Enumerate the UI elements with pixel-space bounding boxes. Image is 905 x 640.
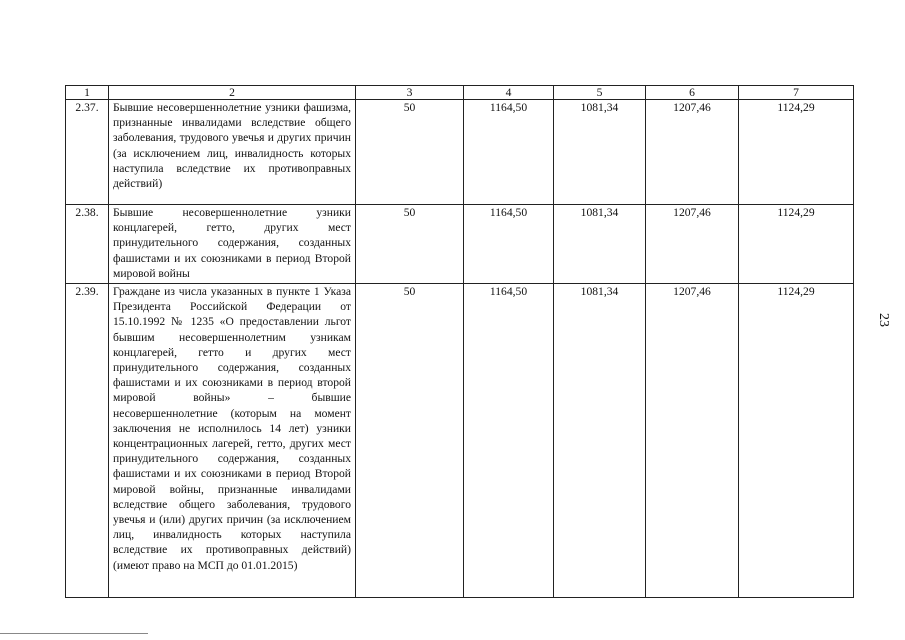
header-cell: 7 (739, 86, 854, 100)
benefits-table (65, 85, 854, 598)
cell-col6: 1207,46 (646, 284, 739, 598)
cell-col4: 1164,50 (464, 100, 554, 205)
table-row (66, 284, 854, 598)
table-row (66, 205, 854, 284)
row-description: Граждане из числа указанных в пункте 1 Указа Президента Российской Федерации от 15.10.1992 № 1235 «О предоставлении льгот бывшим несовершеннолетним узникам концлагерей, гетто и других мест принудительного содержания, созданных фашистами и их союзниками в период второй мировой войны» – бывшие несовершеннолетние (которым на момент заключения не исполнилось 14 лет) узники концентрационных лагерей, гетто, других мест принудительного содержания, созданных фашистами и их союзниками в период Второй мировой войны, признанные инвалидами вследствие общего заболевания, трудового увечья и (или) других причин (за исключением лиц, инвалидность которых наступила вследствие их противоправных действий) (имеют право на МСП до 01.01.2015) (109, 284, 356, 598)
table-header-row (66, 86, 854, 100)
cell-col4: 1164,50 (464, 284, 554, 598)
row-description: Бывшие несовершеннолетние узники концлагерей, гетто, других мест принудительного содержания, созданных фашистами и их союзниками в период Второй мировой войны (109, 205, 356, 284)
cell-col7: 1124,29 (739, 284, 854, 598)
footer-divider (0, 633, 148, 634)
header-cell: 5 (554, 86, 646, 100)
row-number: 2.38. (66, 205, 109, 284)
header-cell: 4 (464, 86, 554, 100)
header-cell: 3 (356, 86, 464, 100)
page-number: 23 (876, 313, 891, 327)
cell-col4: 1164,50 (464, 205, 554, 284)
cell-col5: 1081,34 (554, 284, 646, 598)
cell-col3: 50 (356, 100, 464, 205)
header-cell: 6 (646, 86, 739, 100)
header-cell: 1 (66, 86, 109, 100)
cell-col7: 1124,29 (739, 100, 854, 205)
table-row (66, 100, 854, 205)
row-description: Бывшие несовершеннолетние узники фашизма, признанные инвалидами вследствие общего заболевания, трудового увечья и других причин (за исключением лиц, инвалидность которых наступила вследствие их противоправных действий) (109, 100, 356, 205)
cell-col6: 1207,46 (646, 100, 739, 205)
cell-col3: 50 (356, 284, 464, 598)
row-number: 2.39. (66, 284, 109, 598)
cell-col7: 1124,29 (739, 205, 854, 284)
cell-col5: 1081,34 (554, 100, 646, 205)
header-cell: 2 (109, 86, 356, 100)
row-number: 2.37. (66, 100, 109, 205)
cell-col3: 50 (356, 205, 464, 284)
cell-col5: 1081,34 (554, 205, 646, 284)
cell-col6: 1207,46 (646, 205, 739, 284)
